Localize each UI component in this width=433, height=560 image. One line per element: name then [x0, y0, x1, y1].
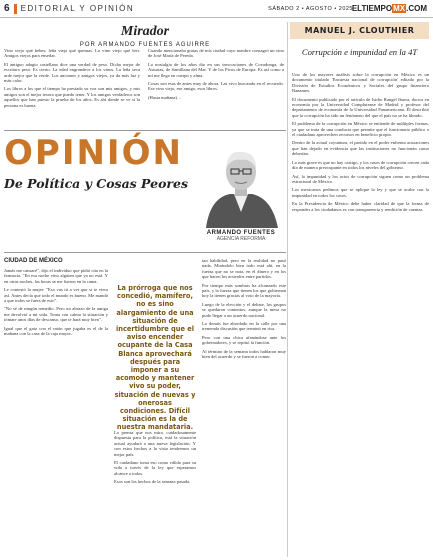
section-divider	[4, 252, 286, 253]
clouthier-body	[292, 72, 429, 558]
dateline: CIUDAD DE MÉXICO	[4, 258, 63, 264]
mirador-paragraph: Vino viejo qué bebes; leña vieja qué quemas. Lo vino viejo qué leer. Amigos viejos para ensedar.	[4, 48, 140, 59]
logo-main: ELTIEMPO	[351, 4, 393, 13]
clouthier-paragraph: Uno de los mayores análisis sobre la corrupción en México es un documento titulado 'Encuesta nacional de corrupción' editado por la División de Estudios Económicos y Sociales del grupo financiero Banamex.	[292, 72, 429, 94]
article-paragraph: Lo demás fue abordado en la calle por una tremenda discusión que terminó en risa.	[202, 321, 286, 332]
opinion-agency: AGENCIA REFORMA	[216, 236, 266, 242]
article-column-3	[202, 258, 286, 558]
article-paragraph: tan habilidad, pero en la realidad no pasó nada. Mirándolo bien todo está ahí, en la fuerza que no se nota, en el dinero y en los que hacen los acuerdos entre partidos.	[202, 258, 286, 280]
section-divider	[4, 130, 286, 131]
mirador-column-1	[4, 48, 140, 111]
clouthier-paragraph: Dentro de la actual coyuntura, el partido en el poder enfrenta acusaciones que han dejado en evidencia que las instituciones no funcionan como deberían.	[292, 140, 429, 157]
clouthier-paragraph: El problema de la corrupción en México se entiende de múltiples formas, ya que se trata de una conducta que permite que el funcionario público o el ciudadano aprovechen recursos en beneficio propio.	[292, 121, 429, 138]
article-paragraph: Por tiempo más sombras ha alcanzado este país, y la fuerza que tienen los que gobiernan hoy la tienen gracias al voto de la mayoría.	[202, 282, 286, 299]
article-paragraph: Al término de la semana todos hablaron muy bien del acuerdo y se fueron a comer.	[202, 348, 286, 360]
mirador-paragraph: Los libros a los que el tiempo ha prestado su voz son mis amigos, y mis amigos son el mejor tesoro que puedo tener. Y los amigos verdaderos son aquellos que han puesto la prueba de los años. Es ahí donde se ve si la persona es buena.	[4, 86, 140, 108]
article-paragraph: Pero con una chica afanándose ante los gobernadores, y se repitió la función.	[202, 334, 286, 346]
article-column-2	[114, 430, 196, 558]
page-number: 6	[4, 3, 10, 14]
clouthier-column	[290, 22, 429, 57]
opinion-byline	[200, 230, 282, 242]
opinion-title: OPINIÓN	[4, 133, 183, 173]
clouthier-author: MANUEL J. CLOUTHIER	[290, 22, 429, 39]
page-header	[0, 0, 433, 18]
logo-com: .COM	[406, 4, 427, 13]
article-paragraph: La prensa que nos mira, cuidadosamente dispuesta para la política, está la situación actual ayudará a una nueva legislación. Y con estos hechos a la vista tendremos un mejor país.	[114, 430, 196, 457]
logo-mx: MX	[393, 4, 406, 13]
mirador-paragraph: El antiguo adagio castellano dice una verdad de peso. Dicho mejor de escritura peso. Es cierto. La edad engrandece a los vinos. La leña seca arde mejor que la verde. Los ancianos y amigos viejos, ya da más luz y más calor.	[4, 61, 140, 84]
opinion-heading	[4, 134, 204, 191]
column-divider	[287, 22, 288, 557]
author-portrait	[200, 138, 282, 228]
mirador-paragraph: Cosas son esas de antes muy de ahora. Las vivo buscando en el recuerdo. Ese vino viejo, ese amigo, esos libros.	[148, 81, 284, 92]
clouthier-paragraph: Los mexicanos pedimos que se aplique la ley y que se acabe con la impunidad en todos los casos.	[292, 187, 429, 198]
clouthier-title: Corrupción e impunidad en la 4T	[301, 47, 418, 57]
issue-date: SÁBADO 2 • AGOSTO • 2025	[268, 6, 353, 12]
header-accent-bar	[14, 4, 17, 14]
section-title: EDITORIAL Y OPINIÓN	[20, 4, 135, 13]
article-column-1	[4, 268, 108, 558]
article-paragraph: Le contestó la mujer: "Eso vas tú a ver que si te viera así. Antes decía que todo el mundo es bueno. Me mandó a que todos se fuera de esto".	[4, 287, 108, 304]
article-paragraph: Esos son los hechos de la semana pasada.	[114, 479, 191, 485]
clouthier-paragraph: El documento publicado por el artículo de Isidro Rangel Ibarra, doctor en economía por la Universidad Complutense de Madrid y profesor del departamento de economía de la Universidad Panamericana. Él describió que la corrupción ha sido un fenómeno del que el país no se ha librado.	[292, 96, 429, 118]
article-paragraph: Igual que el gato con el ratón que jugaba es el de la mañana con la casa de la caja mayor.	[4, 325, 108, 337]
opinion-subtitle: De Política y Cosas Peores	[4, 176, 188, 191]
pull-quote: La prórroga que nos concedió, mamífero, no es sino alargamiento de una situación de incertidumbre que el aviso encender ocupante de la Casa Blanca aprovechará después para imponer a su acomodo y mantener vivo su poder, situación de nuevas y onerosas condiciones. Difícil situación es la de nuestra mandataria.	[114, 284, 196, 432]
clouthier-paragraph: En la Presidencia de México debe haber claridad de que la forma de responder a los ciudadanos es con transparencia y rendición de cuentas.	[292, 201, 429, 212]
clouthier-paragraph: Lo más grave es que no hay castigo, y los casos de corrupción crecen cada día de manera preocupante en todos los niveles del gobierno.	[292, 159, 429, 171]
mirador-column-2	[148, 48, 284, 103]
clouthier-paragraph: Así, la impunidad y los actos de corrupción siguen como un problema estructural de México.	[292, 173, 429, 184]
mirador-title: Mirador	[120, 24, 170, 39]
article-paragraph: Luego de la elección y el debate, los grupos se quedaron contentos, aunque la mesa no pudo llegar a un acuerdo nacional.	[202, 301, 286, 318]
mirador-paragraph: Cuando mencionaba gratas de mis ciudad cuyo nombre consagró un vino de José María de Pereda.	[148, 48, 284, 59]
mirador-paragraph: (Hasta mañana)…	[148, 94, 182, 100]
opinion-author: ARMANDO FUENTES	[206, 230, 276, 236]
article-paragraph: El ciudadano toma eso como válido para su vida a través de la ley que esperamos alcance a todos.	[114, 460, 196, 476]
article-paragraph: "No sé de ningún remedio. Pero un abrazo de la amiga me devolvió a mi vida. Toma con calma la situación y tómate unos días de descanso, que te hará muy bien".	[4, 306, 108, 323]
mirador-paragraph: La nostalgia de los años dio en sus invocaciones de Covadonga, de Asturias, de Santillana del Mar. Y de los Picos de Europa. Es así como a mí me llega en cuerpo y alma.	[148, 61, 284, 78]
mirador-author: POR ARMANDO FUENTES AGUIRRE	[79, 42, 211, 48]
mirador-heading	[4, 24, 286, 48]
article-paragraph: Jamás me cansaré", dijo el individuo que pidió cita en la farmacia. "En esa noche vino alguien que ya no está. Y en otras noches, las horas se me fueron en la cama.	[4, 268, 108, 284]
site-logo[interactable]	[352, 4, 427, 13]
